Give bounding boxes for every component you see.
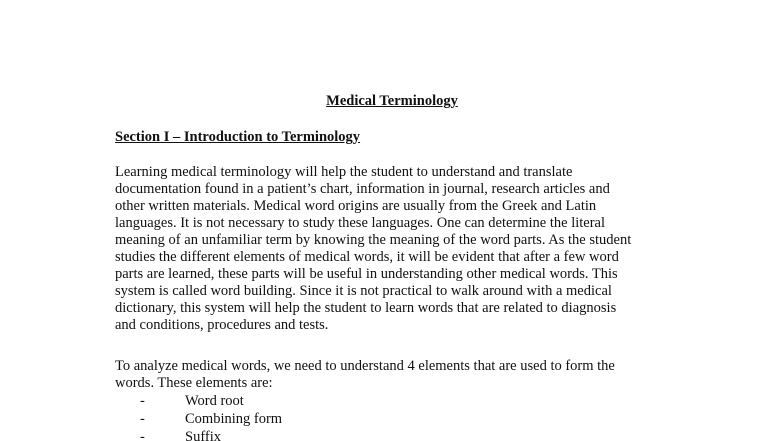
- paragraph-line: To analyze medical words, we need to understand 4 elements that are used to form the: [115, 358, 615, 374]
- document-title: Medical Terminology: [326, 93, 458, 109]
- paragraph-line: words. These elements are:: [115, 375, 273, 391]
- paragraph-line: studies the different elements of medical words, it will be evident that after a few word: [115, 249, 619, 265]
- paragraph-line: Learning medical terminology will help the student to understand and translate: [115, 164, 573, 180]
- section-heading: Section I – Introduction to Terminology: [115, 129, 361, 145]
- list-dash: -: [140, 429, 145, 441]
- paragraph-line: dictionary, this system will help the student to learn words that are related to diagnosis: [115, 300, 617, 316]
- paragraph-line: documentation found in a patient’s chart, information in journal, research articles and: [115, 181, 610, 197]
- intro-paragraph: [115, 164, 631, 334]
- list-item-text: Word root: [185, 393, 244, 409]
- list-dash: -: [140, 393, 145, 409]
- paragraph-line: system is called word building. Since it is not practical to walk around with a medical: [115, 283, 612, 299]
- paragraph-line: meaning of an unfamiliar term by knowing the meaning of the word parts. As the student: [115, 232, 632, 248]
- list-item-text: Combining form: [185, 411, 283, 427]
- analysis-paragraph: [115, 358, 615, 392]
- paragraph-line: other written materials. Medical word origins are usually from the Greek and Latin: [115, 198, 597, 214]
- list-item-text: Suffix: [185, 429, 221, 441]
- paragraph-line: languages. It is not necessary to study these languages. One can determine the literal: [115, 215, 606, 231]
- paragraph-line: parts are learned, these parts will be useful in understanding other medical words. This: [115, 266, 618, 282]
- paragraph-line: and conditions, procedures and tests.: [115, 317, 329, 333]
- list-dash: -: [140, 411, 145, 427]
